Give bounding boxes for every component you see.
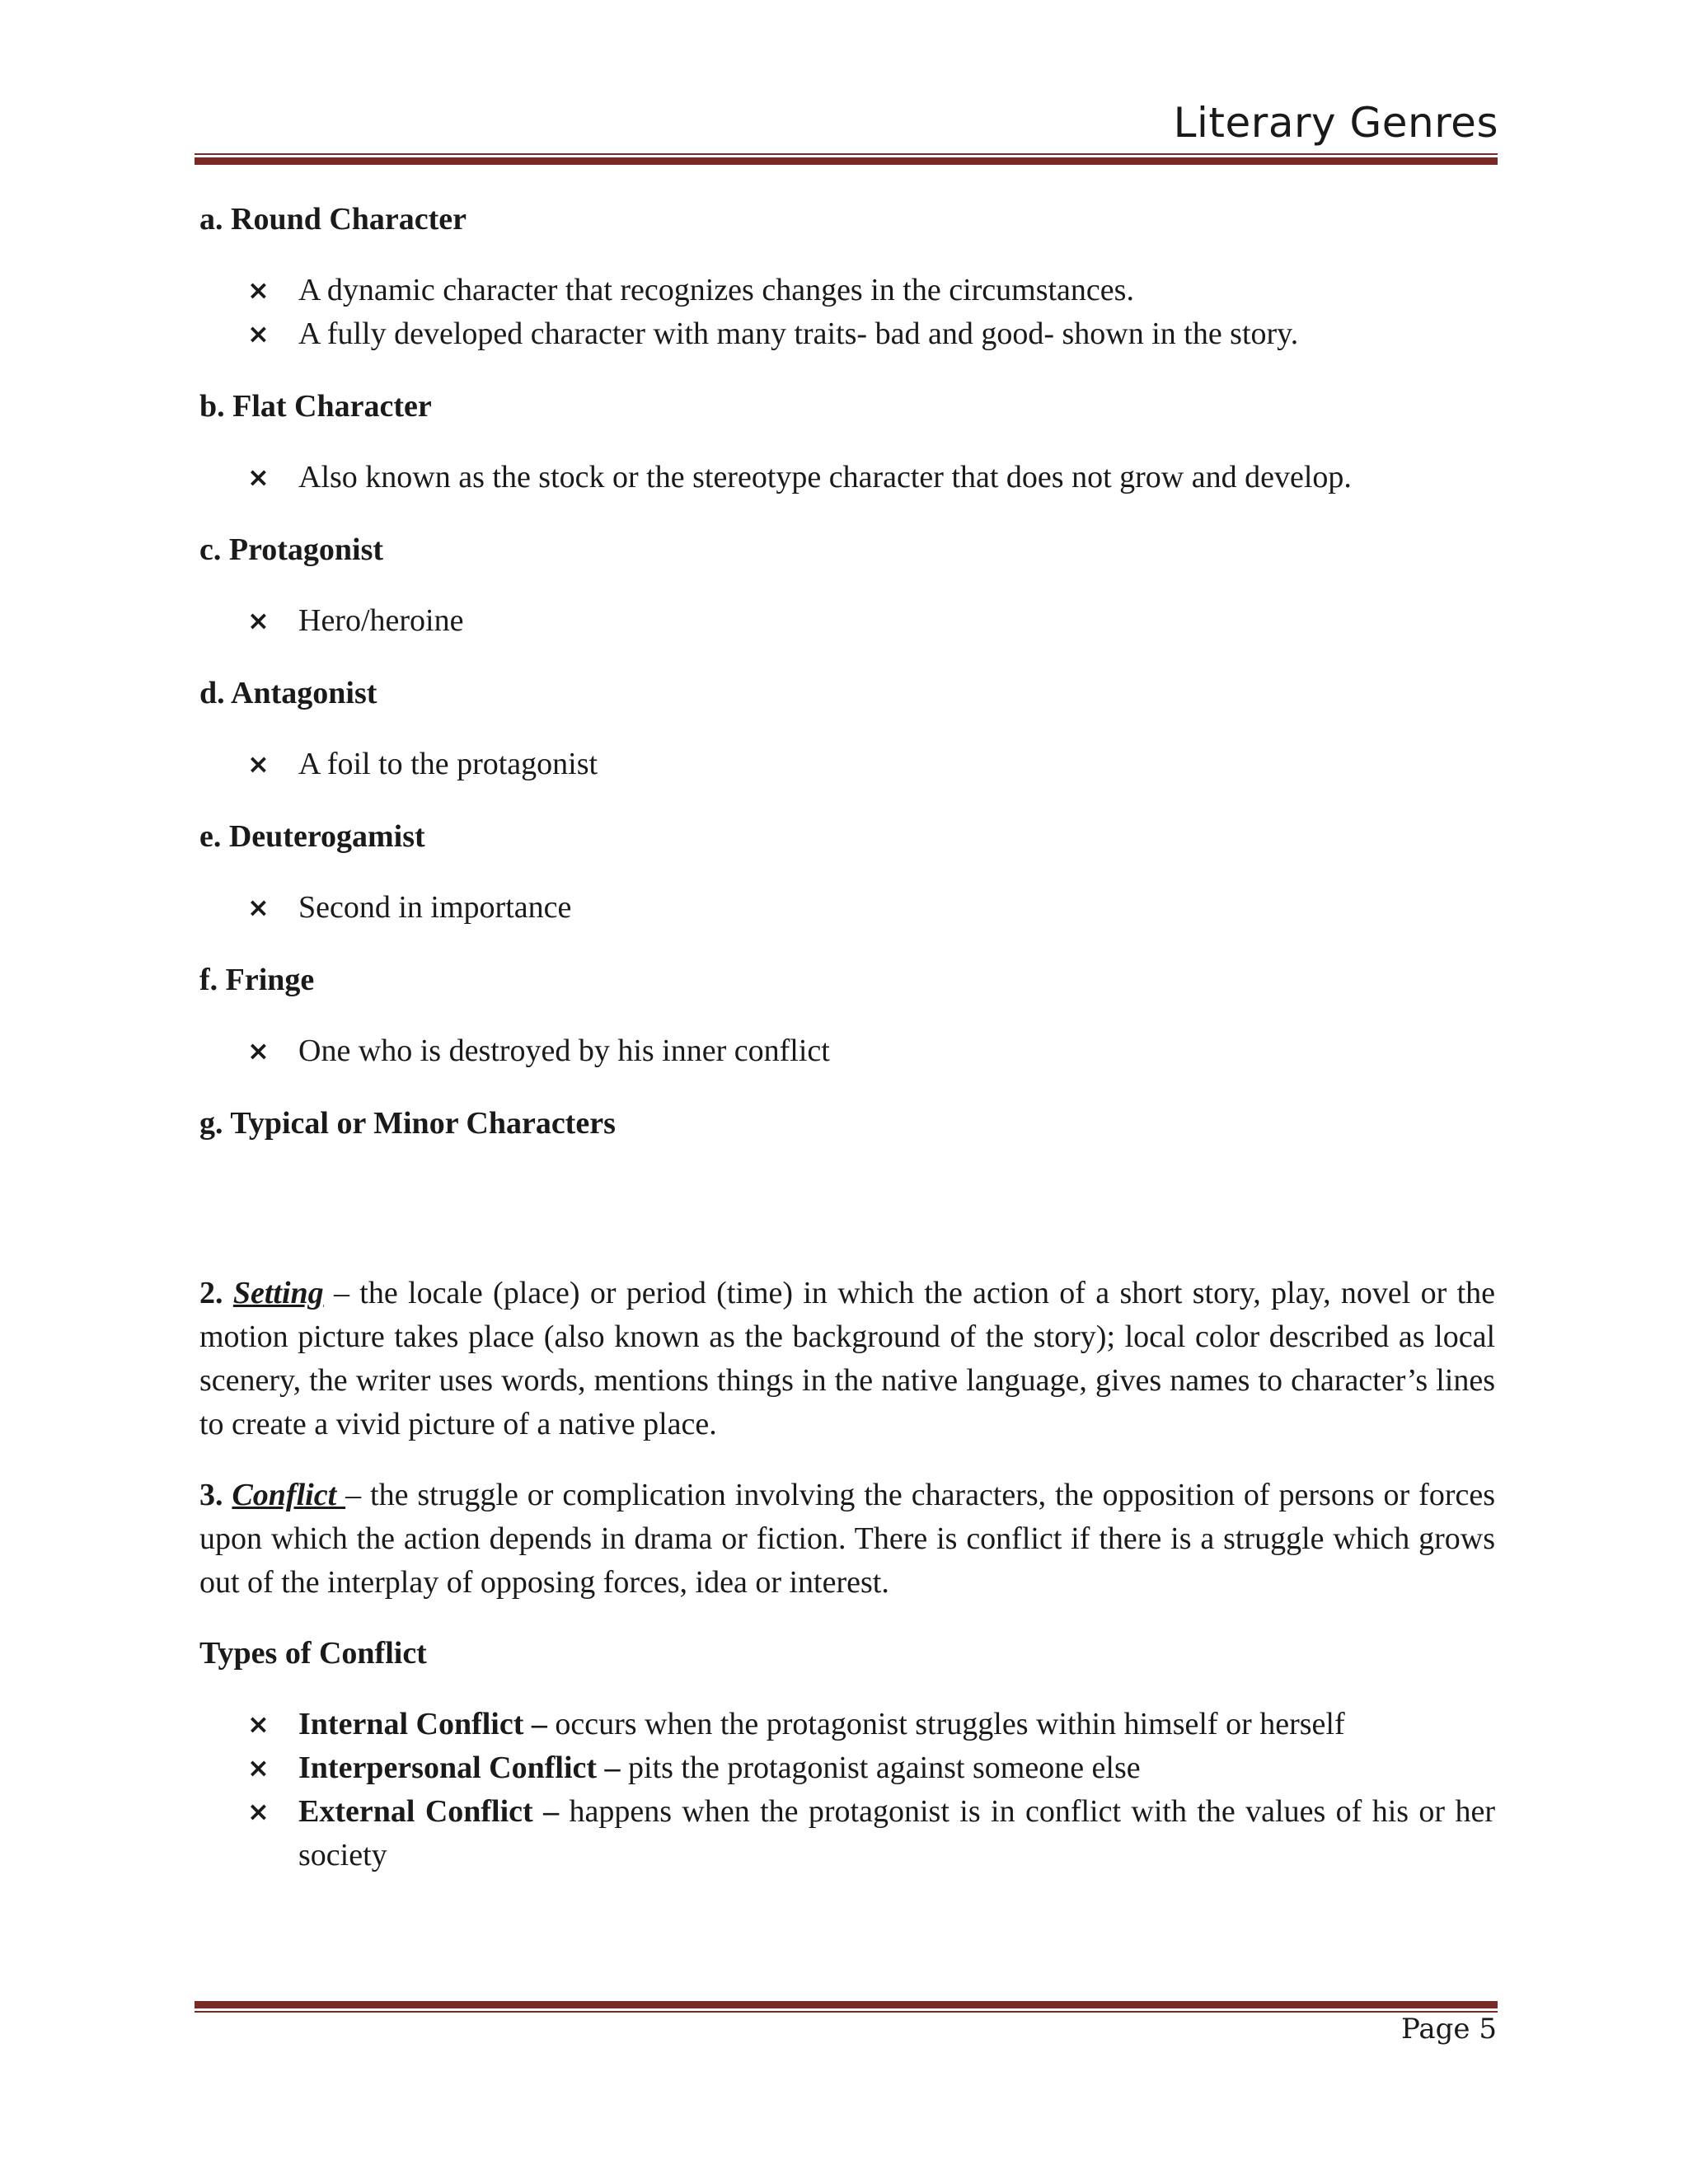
section-heading: d. Antagonist — [199, 676, 377, 710]
header-rule — [195, 153, 1498, 165]
section-heading: b. Flat Character — [199, 389, 432, 424]
section-heading: e. Deuterogamist — [199, 819, 425, 854]
setting-paragraph: 2. Setting – the locale (place) or period (time) in which the action of a short story, play, novel or the motion picture takes place (also known as the background of the story); local color described as local scenery, the writer uses words, mentions things in the native language, gives names to character’s lines to create a vivid picture of a native place. — [199, 1276, 1496, 1441]
section-heading: a. Round Character — [199, 202, 467, 237]
page-number: Page 5 — [1401, 2013, 1497, 2046]
bullet-list — [199, 1703, 1495, 1877]
x-mark-icon: × — [247, 1708, 270, 1740]
list-item: × One who is destroyed by his inner conflict — [199, 1029, 1495, 1073]
section-flat-character — [199, 385, 1495, 499]
section-heading: f. Fringe — [199, 963, 315, 997]
running-header-title: Literary Genres — [1173, 99, 1498, 147]
x-mark-icon: × — [247, 274, 270, 306]
x-mark-icon: × — [247, 748, 270, 780]
section-protagonist — [199, 528, 1495, 643]
bullet-list — [199, 599, 1495, 643]
list-item: × A fully developed character with many traits- bad and good- shown in the story. — [199, 312, 1495, 356]
section-heading: c. Protagonist — [199, 532, 384, 567]
x-mark-icon: × — [247, 892, 270, 923]
list-item: × External Conflict – happens when the protagonist is in conflict with the values of his or her society — [199, 1790, 1495, 1877]
bullet-list — [199, 886, 1495, 930]
section-fringe — [199, 958, 1495, 1073]
x-mark-icon: × — [247, 1035, 270, 1066]
section-antagonist — [199, 672, 1495, 786]
list-item: × Internal Conflict – occurs when the protagonist struggles within himself or herself — [199, 1703, 1495, 1746]
conflict-term: Conflict — [232, 1478, 346, 1512]
setting-term: Setting — [232, 1276, 324, 1310]
page-content — [199, 198, 1495, 1906]
x-mark-icon: × — [247, 605, 270, 636]
conflict-paragraph: 3. Conflict – the struggle or complication involving the characters, the opposition of persons or forces upon which the action depends in drama or fiction. There is conflict if there is a struggle which grows out of the interplay of opposing forces, idea or interest. — [199, 1478, 1495, 1600]
list-item: × Hero/heroine — [199, 599, 1495, 643]
x-mark-icon: × — [247, 1752, 270, 1783]
bullet-list — [199, 1029, 1495, 1073]
bullet-list — [199, 456, 1495, 499]
list-item: × Also known as the stock or the stereotype character that does not grow and develop. — [199, 456, 1495, 499]
list-item: × A foil to the protagonist — [199, 743, 1495, 786]
list-item: × Interpersonal Conflict – pits the protagonist against someone else — [199, 1746, 1495, 1790]
list-item: × A dynamic character that recognizes changes in the circumstances. — [199, 269, 1495, 312]
section-minor-characters — [199, 1102, 1495, 1146]
x-mark-icon: × — [247, 318, 270, 349]
bullet-list — [199, 743, 1495, 786]
list-item: × Second in importance — [199, 886, 1495, 930]
section-heading: g. Typical or Minor Characters — [199, 1106, 616, 1141]
footer-rule — [195, 2001, 1498, 2013]
section-round-character — [199, 198, 1495, 356]
section-heading: Types of Conflict — [199, 1636, 427, 1671]
bullet-list — [199, 269, 1495, 356]
section-deuterogamist — [199, 815, 1495, 930]
x-mark-icon: × — [247, 462, 270, 493]
section-types-of-conflict — [199, 1632, 1495, 1877]
x-mark-icon: × — [247, 1796, 270, 1827]
